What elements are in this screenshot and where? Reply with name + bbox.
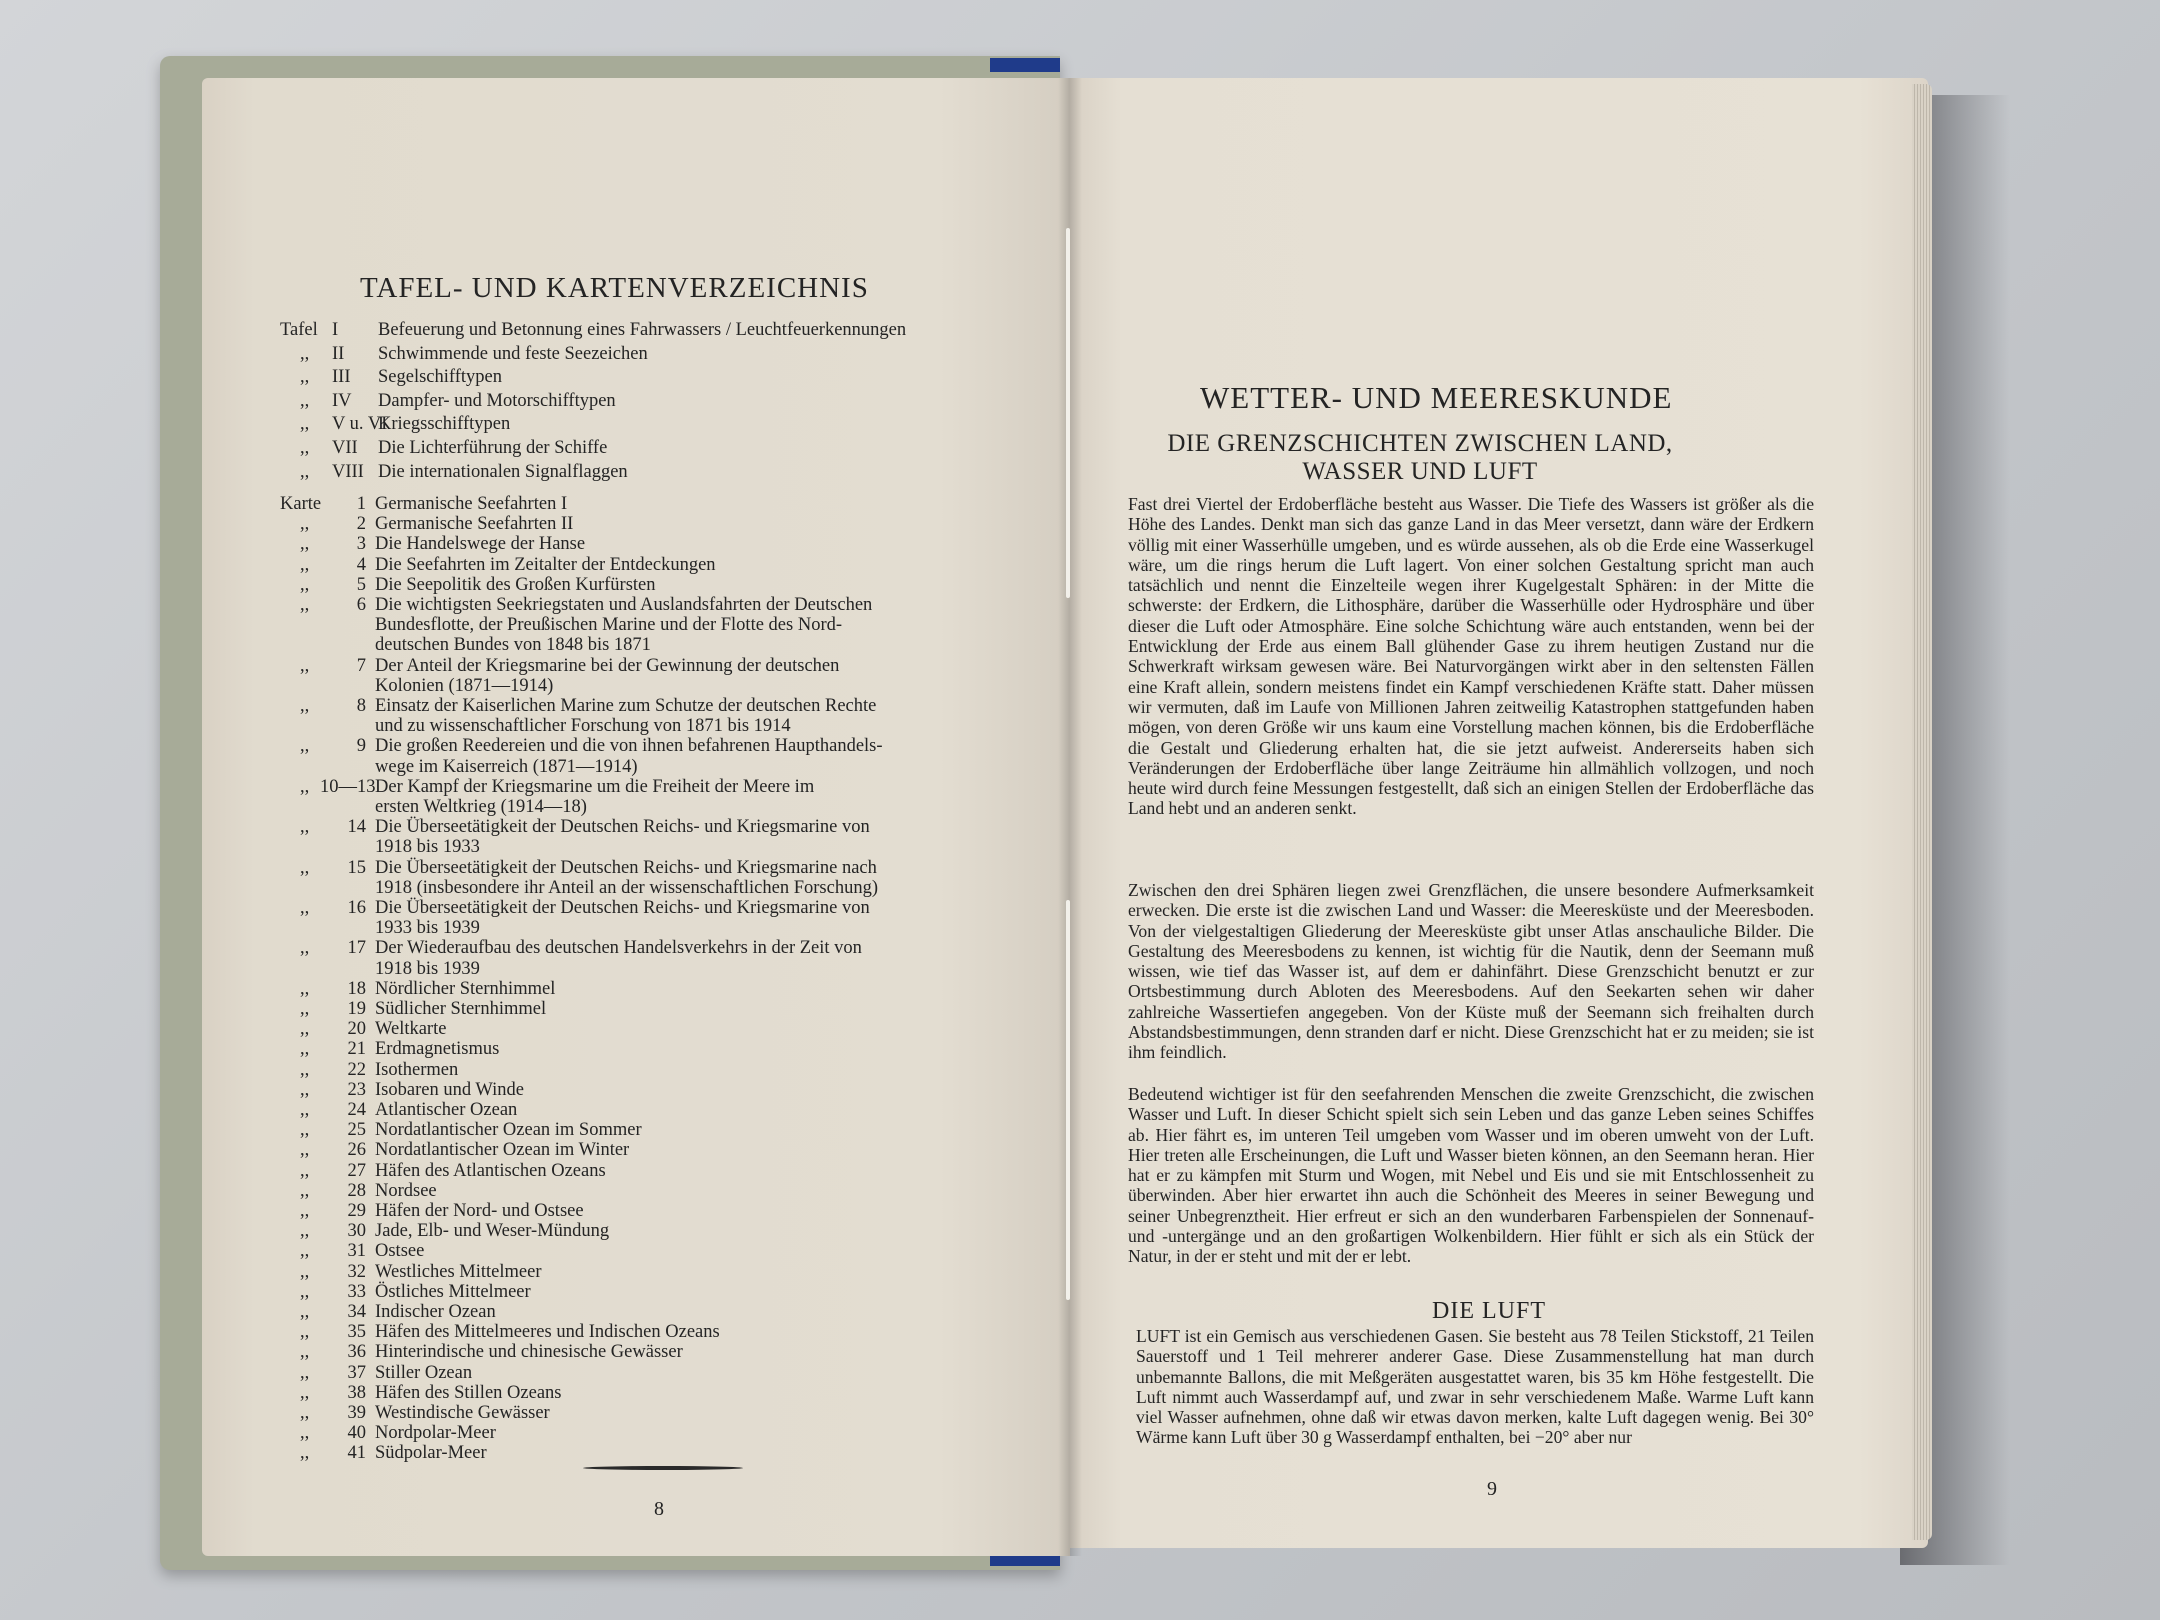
entry-text: Germanische Seefahrten II <box>375 514 574 535</box>
entry-number: 7 <box>356 655 366 676</box>
entry-text: Südlicher Sternhimmel <box>375 999 547 1019</box>
entry-number: 3 <box>356 534 366 555</box>
entry-prefix: ,, <box>300 1059 310 1080</box>
entry-prefix: ,, <box>300 1100 310 1120</box>
entry-prefix: ,, <box>300 1079 310 1100</box>
entry-text: Häfen der Nord- und Ostsee <box>375 1201 584 1221</box>
entry-prefix: ,, <box>300 857 310 878</box>
entry-prefix: ,, <box>300 978 310 999</box>
entry-prefix: ,, <box>300 1201 310 1221</box>
entry-prefix: ,, <box>300 595 310 615</box>
entry-prefix: ,, <box>300 736 310 757</box>
entry-number: 29 <box>347 1201 366 1221</box>
entry-prefix: ,, <box>300 1423 310 1444</box>
entry-text: Jade, Elb- und Weser-Mündung <box>375 1221 610 1242</box>
entry-text: Die Überseetätigkeit der Deutschen Reichs- und Kriegsmarine von <box>375 817 870 838</box>
entry-number: V u. VI <box>332 414 388 435</box>
entry-number: 4 <box>356 554 366 575</box>
binding-thread-lower <box>1066 900 1070 1300</box>
entry-text: deutschen Bundes von 1848 bis 1871 <box>375 635 651 656</box>
entry-text: Die großen Reedereien und die von ihnen befahrenen Haupthandels- <box>375 736 883 757</box>
entry-prefix: ,, <box>300 1261 310 1282</box>
entry-text: 1918 bis 1933 <box>375 837 480 858</box>
entry-number: 31 <box>347 1241 366 1262</box>
entry-number: 23 <box>347 1079 366 1100</box>
page-edges <box>1912 84 1932 1540</box>
entry-prefix: ,, <box>300 1120 310 1141</box>
entry-number: 34 <box>347 1302 366 1322</box>
entry-number: 2 <box>356 514 366 535</box>
entry-text: Südpolar-Meer <box>375 1443 487 1464</box>
entry-text: Nordatlantischer Ozean im Sommer <box>375 1120 642 1141</box>
section-heading: DIE LUFT <box>1432 1298 1546 1324</box>
entry-prefix: ,, <box>300 1302 310 1322</box>
entry-text: Germanische Seefahrten I <box>375 494 568 514</box>
entry-prefix: ,, <box>300 1019 310 1040</box>
entry-prefix: ,, <box>300 514 310 535</box>
entry-prefix: ,, <box>300 1221 310 1242</box>
entry-text: Östliches Mittelmeer <box>375 1281 531 1302</box>
entry-text: Der Anteil der Kriegsmarine bei der Gewinnung der deutschen <box>375 655 840 676</box>
entry-prefix: ,, <box>300 898 310 918</box>
entry-text: Segelschifftypen <box>378 367 502 388</box>
entry-prefix: ,, <box>300 817 310 838</box>
entry-text: Einsatz der Kaiserlichen Marine zum Schutze der deutschen Rechte <box>375 696 877 716</box>
entry-text: wege im Kaiserreich (1871—1914) <box>375 756 638 777</box>
page-number-left: 8 <box>654 1498 664 1520</box>
entry-prefix: ,, <box>300 1342 310 1363</box>
entry-prefix: Tafel <box>280 320 318 340</box>
entry-prefix: ,, <box>300 343 310 364</box>
entry-text: Die Lichterführung der Schiffe <box>378 438 608 458</box>
entry-prefix: ,, <box>300 438 310 458</box>
entry-number: 41 <box>347 1443 366 1464</box>
entry-prefix: ,, <box>300 1281 310 1302</box>
entry-text: Hinterindische und chinesische Gewässer <box>375 1342 683 1363</box>
entry-text: Häfen des Mittelmeeres und Indischen Ozeans <box>375 1322 720 1343</box>
paragraph-3: Bedeutend wichtiger ist für den seefahrenden Menschen die zweite Grenzschicht, die zwischen Wasser und Luft. In dieser Schicht spielt sich sein Leben und das ganze Leben seines Schiffes ab. Hier fährt es, im unteren Teil umgeben vom Wasser und im oberen umweht von der Luft. Hier treten alle Erscheinungen, die Luft und Wasser bieten können, an den Seemann heran. Hier hat er zu kämpfen mit Sturm und Wogen, mit Nebel und Eis und sie mit Entschlossenheit zu überwinden. Aber hier erwartet ihn auch die Schönheit des Meeres in seiner Bewegung und seiner Unbegrenztheit. Hier erfreut er sich an den wunderbaren Farbenspielen der Sonnenauf- und -untergänge und an den großartigen Wolkenbildern. Hier fühlt er sich als ein Stück der Natur, in der er steht und mit der er lebt. <box>1128 1084 1814 1267</box>
entry-number: 17 <box>347 938 366 959</box>
entry-text: Bundesflotte, der Preußischen Marine und der Flotte des Nord- <box>375 615 843 636</box>
entry-number: I <box>332 320 339 340</box>
entry-text: Kriegsschifftypen <box>378 414 511 435</box>
entry-text: Stiller Ozean <box>375 1362 473 1383</box>
entry-prefix: ,, <box>300 938 310 959</box>
entry-text: Die Handelswege der Hanse <box>375 534 586 555</box>
entry-number: 18 <box>347 978 366 999</box>
entry-number: 5 <box>356 574 366 595</box>
entry-text: Die wichtigsten Seekriegstaten und Auslandsfahrten der Deutschen <box>375 595 873 615</box>
entry-prefix: ,, <box>300 999 310 1019</box>
entry-number: 25 <box>347 1120 366 1141</box>
entry-number: 39 <box>347 1403 366 1423</box>
entry-text: ersten Weltkrieg (1914—18) <box>375 796 587 817</box>
entry-number: 22 <box>347 1059 366 1080</box>
entry-number: 6 <box>356 595 366 615</box>
entry-number: 19 <box>347 999 366 1019</box>
entry-text: Westindische Gewässer <box>375 1403 550 1423</box>
entry-prefix: ,, <box>300 461 310 482</box>
entry-text: Die Seepolitik des Großen Kurfürsten <box>375 574 656 595</box>
entry-prefix: ,, <box>300 696 310 716</box>
entry-prefix: ,, <box>300 1039 310 1060</box>
entry-text: Die Überseetätigkeit der Deutschen Reichs- und Kriegsmarine nach <box>375 857 877 878</box>
entry-text: Der Wiederaufbau des deutschen Handelsverkehrs in der Zeit von <box>375 938 862 959</box>
book-gutter <box>1058 78 1082 1556</box>
entry-number: IV <box>332 390 352 411</box>
entry-text: Die Seefahrten im Zeitalter der Entdeckungen <box>375 554 716 575</box>
entry-prefix: Karte <box>280 494 322 514</box>
entry-prefix: ,, <box>300 554 310 575</box>
entry-prefix: ,, <box>300 534 310 555</box>
page-number-right: 9 <box>1487 1478 1497 1500</box>
entry-prefix: ,, <box>300 1322 310 1343</box>
entry-number: 35 <box>347 1322 366 1343</box>
entry-text: Die internationalen Signalflaggen <box>378 461 628 482</box>
entry-number: 8 <box>356 696 366 716</box>
entry-text: Nordpolar-Meer <box>375 1423 496 1444</box>
entry-number: 40 <box>347 1423 366 1444</box>
entry-text: und zu wissenschaftlicher Forschung von 1871 bis 1914 <box>375 716 791 737</box>
spine-band-top <box>990 58 1060 72</box>
entry-text: Westliches Mittelmeer <box>375 1261 542 1282</box>
entry-text: Erdmagnetismus <box>375 1039 500 1060</box>
entry-text: Nordatlantischer Ozean im Winter <box>375 1140 630 1161</box>
entry-prefix: ,, <box>300 1403 310 1423</box>
entry-prefix: ,, <box>300 1241 310 1262</box>
entry-number: 10—13 <box>320 776 376 797</box>
entry-text: Schwimmende und feste Seezeichen <box>378 343 648 364</box>
paragraph-4: LUFT ist ein Gemisch aus verschiedenen Gasen. Sie besteht aus 78 Teilen Stickstoff, 21 Teilen Sauerstoff und 1 Teil mehrerer anderer Gase. Diese Zusammenstellung hat man durch unbemannte Ballons, die mit Meßgeräten ausgestattet waren, bis 35 km Höhe festgestellt. Die Luft nimmt auch Wasserdampf auf, und zwar in sehr verschiedenem Maße. Warme Luft kann viel Wasser aufnehmen, ohne daß wir etwas davon merken, kalte Luft dagegen wenig. Bei 30° Wärme kann Luft über 30 g Wasserdampf enthalten, bei −20° aber nur <box>1136 1326 1814 1448</box>
entry-prefix: ,, <box>300 367 310 388</box>
entry-text: 1918 (insbesondere ihr Anteil an der wissenschaftlichen Forschung) <box>375 877 878 898</box>
entry-text: 1933 bis 1939 <box>375 918 480 939</box>
entry-prefix: ,, <box>300 1180 310 1201</box>
chapter-title: WETTER- UND MEERESKUNDE <box>1200 380 1673 415</box>
binding-thread-upper <box>1066 228 1070 598</box>
entry-number: 21 <box>347 1039 366 1060</box>
entry-number: 28 <box>347 1180 366 1201</box>
entry-prefix: ,, <box>300 390 310 411</box>
end-rule <box>583 1466 743 1470</box>
entry-text: Isobaren und Winde <box>375 1079 524 1100</box>
entry-prefix: ,, <box>300 1443 310 1464</box>
entry-number: 27 <box>347 1160 366 1181</box>
entry-number: 26 <box>347 1140 366 1161</box>
entry-text: 1918 bis 1939 <box>375 958 480 979</box>
entry-text: Weltkarte <box>375 1019 447 1040</box>
entry-text: Häfen des Atlantischen Ozeans <box>375 1160 606 1181</box>
entry-prefix: ,, <box>300 574 310 595</box>
entry-number: 33 <box>347 1281 366 1302</box>
entry-prefix: ,, <box>300 776 310 797</box>
entry-prefix: ,, <box>300 1362 310 1383</box>
entry-text: Der Kampf der Kriegsmarine um die Freiheit der Meere im <box>375 776 815 797</box>
entry-text: Häfen des Stillen Ozeans <box>375 1382 562 1403</box>
entry-text: Nordsee <box>375 1180 437 1201</box>
entry-text: Ostsee <box>375 1241 425 1262</box>
entry-number: 37 <box>347 1362 366 1383</box>
entry-number: VIII <box>332 461 364 482</box>
entry-prefix: ,, <box>300 414 310 435</box>
entry-text: Atlantischer Ozean <box>375 1100 518 1120</box>
entry-prefix: ,, <box>300 655 310 676</box>
entry-number: 32 <box>347 1261 366 1282</box>
entry-number: III <box>332 367 351 388</box>
entry-number: 14 <box>347 817 366 838</box>
entry-number: 36 <box>347 1342 366 1363</box>
entry-prefix: ,, <box>300 1140 310 1161</box>
entry-number: 1 <box>356 494 366 514</box>
entry-number: 20 <box>347 1019 366 1040</box>
entry-number: 16 <box>347 898 366 918</box>
chapter-subtitle-line2: WASSER UND LUFT <box>1302 458 1538 485</box>
entry-text: Kolonien (1871—1914) <box>375 675 554 696</box>
entry-text: Die Überseetätigkeit der Deutschen Reichs- und Kriegsmarine von <box>375 898 870 918</box>
entry-number: VII <box>332 438 358 458</box>
entry-text: Befeuerung und Betonnung eines Fahrwassers / Leuchtfeuerkennungen <box>378 320 907 340</box>
entry-text: Nördlicher Sternhimmel <box>375 978 556 999</box>
entry-text: Isothermen <box>375 1059 459 1080</box>
entry-text: Indischer Ozean <box>375 1302 496 1322</box>
paragraph-2: Zwischen den drei Sphären liegen zwei Grenzflächen, die unsere besondere Aufmerksamkeit erwecken. Die erste ist die zwischen Land und Wasser: die Meeresküste und der Meeresboden. Von der vielgestaltigen Gliederung der Meeresküste gibt unser Atlas anschauliche Bilder. Die Gestaltung des Meeresbodens zu kennen, ist wichtig für die Nautik, denn der Seemann muß wissen, wie tief das Wasser ist, auf dem er dahinfährt. Diese Grenzschicht benutzt er zur Ortsbestimmung durch Abloten des Meeresbodens. Auf den Seekarten sehen wir daher zahlreiche Wassertiefen angegeben. Von der Küste muß der Seemann sich freihalten durch Abstandsbestimmungen, denn stranden darf er nicht. Diese Grenzschicht hat er zu meiden; sie ist ihm feindlich. <box>1128 880 1814 1063</box>
entry-number: 30 <box>347 1221 366 1242</box>
entry-number: 15 <box>347 857 366 878</box>
toc-title: TAFEL- UND KARTENVERZEICHNIS <box>360 272 869 304</box>
entry-text: Dampfer- und Motorschifftypen <box>378 390 616 411</box>
entry-number: II <box>332 343 345 364</box>
entry-prefix: ,, <box>300 1160 310 1181</box>
chapter-subtitle-line1: DIE GRENZSCHICHTEN ZWISCHEN LAND, <box>1167 430 1673 457</box>
entry-number: 38 <box>347 1382 366 1403</box>
entry-number: 9 <box>356 736 366 757</box>
paragraph-1: Fast drei Viertel der Erdoberfläche besteht aus Wasser. Die Tiefe des Wassers ist größer als die Höhe des Landes. Denkt man sich das ganze Land in das Meer versetzt, dann wäre der Erdkern völlig mit einer Wasserhülle umgeben, und es würde aussehen, als ob die Erde eine Wasserkugel wäre, um die rings herum die Luft lagert. Von einer solchen Gestaltung spricht man auch tatsächlich und nennt die Einzelteile wegen ihrer Kugelgestalt Sphären: in der Mitte die schwerste: der Erdkern, die Lithosphäre, darüber die Wasserhülle oder Hydrosphäre und über dieser die Luft oder Atmosphäre. Eine solche Schichtung wäre auch entstanden, wenn bei der Entwicklung der Erde aus einem Ball glühender Gase zu ihrem heutigen Zustand nur die Schwerkraft wirksam gewesen wäre. Bei Naturvorgängen wirkt aber in den seltensten Fällen eine Kraft allein, sondern meistens findet ein Kampf verschiedenen Kräfte statt. Daher müssen wir vermuten, daß im Laufe von Millionen Jahren zeitweilig Katastrophen stattgefunden haben mögen, von deren Größe wir uns kaum eine Vorstellung machen können, bis die Erdoberfläche die Gestalt und Gliederung erhalten hat, die sie jetzt aufweist. Andererseits haben sich Veränderungen der Erdoberfläche über lange Zeiträume hin allmählich vollzogen, und noch heute wird durch feine Messungen festgestellt, daß sich an einigen Stellen der Erdoberfläche das Land hebt und an anderen senkt. <box>1128 494 1814 819</box>
entry-prefix: ,, <box>300 1382 310 1403</box>
entry-number: 24 <box>347 1100 366 1120</box>
